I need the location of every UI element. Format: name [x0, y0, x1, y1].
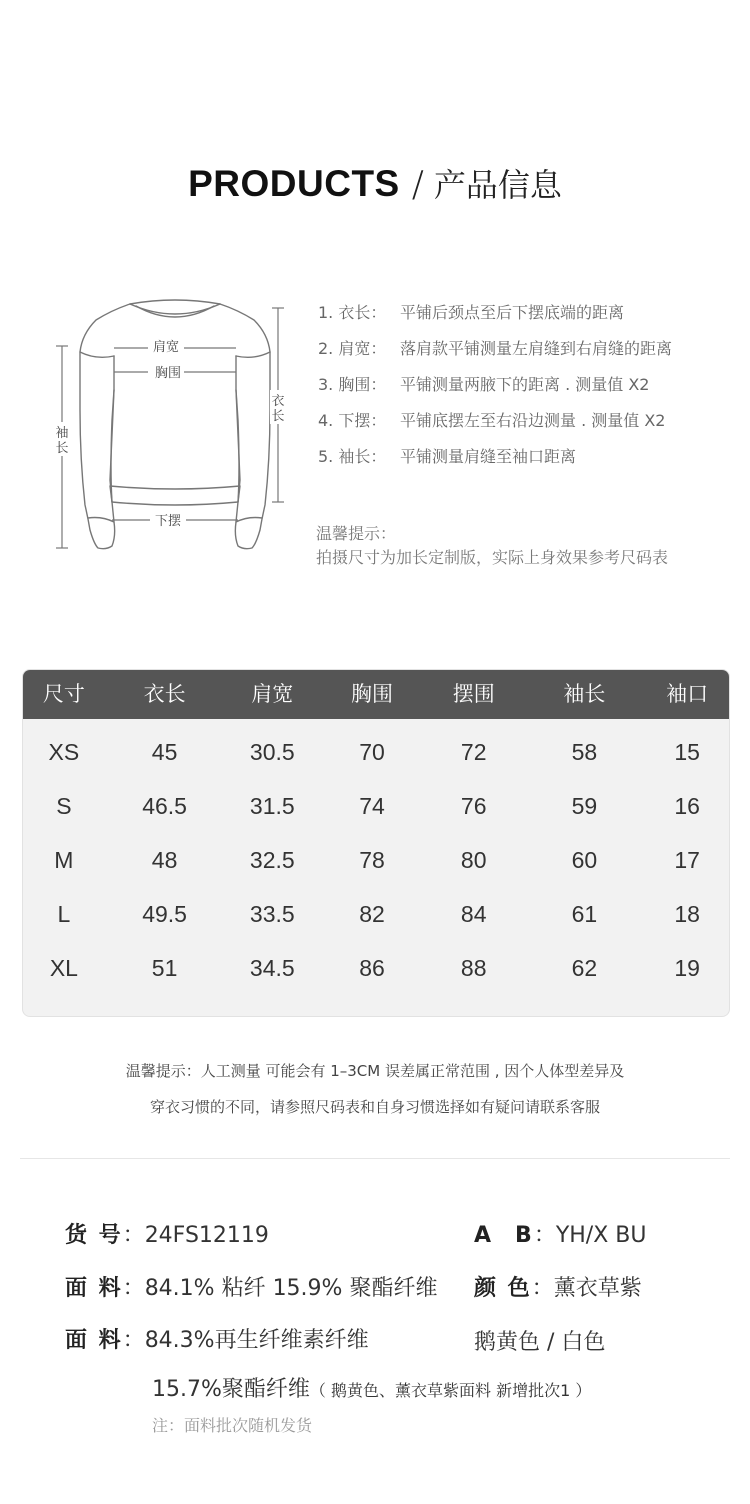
table-cell: 88: [460, 955, 487, 981]
table-cell: 86: [359, 955, 385, 981]
label-length-2: 长: [271, 409, 285, 424]
ab-label-a: A: [474, 1223, 494, 1248]
table-cell: 51: [151, 955, 178, 981]
table-row: [23, 887, 729, 941]
table-cell: 84: [460, 901, 487, 927]
fabric2-label: 面 料: [65, 1328, 123, 1353]
color-value-2: 鹅黄色 / 白色: [474, 1330, 606, 1355]
table-row: [23, 779, 729, 833]
header-cell: 肩宽: [251, 682, 294, 706]
table-cell: 33.5: [249, 901, 295, 927]
table-cell: 61: [571, 901, 598, 927]
table-cell: 19: [674, 955, 700, 981]
header-cell: 胸围: [351, 682, 393, 706]
sku-row: 货 号：24FS12119: [65, 1223, 269, 1248]
label-hem: 下摆: [154, 514, 182, 529]
table-cell: 60: [571, 847, 598, 873]
table-cell: 45: [151, 739, 178, 765]
table-cell: S: [56, 793, 72, 819]
fabric-row-1: 面 料：84.1% 粘纤 15.9% 聚酯纤维: [65, 1276, 438, 1301]
color-row: 颜 色：薰衣草紫: [474, 1276, 642, 1301]
sku-value: 24FS12119: [144, 1223, 269, 1248]
measure-item: 5. 袖长： 平铺测量肩缝至袖口距离: [318, 447, 577, 466]
table-cell: XS: [48, 739, 80, 765]
table-cell: 34.5: [249, 955, 295, 981]
table-cell: 70: [359, 739, 385, 765]
table-cell: M: [54, 847, 74, 873]
label-shoulder: 肩宽: [152, 340, 180, 355]
label-chest: 胸围: [154, 366, 182, 381]
notice-line-1: 温馨提示：人工测量 可能会有 1–3CM 误差属正常范围 , 因个人体型差异及: [125, 1062, 625, 1080]
measure-item: 4. 下摆： 平铺底摆左至右沿边测量 . 测量值 X2: [318, 411, 666, 430]
table-cell: 30.5: [249, 739, 295, 765]
page-title: [0, 160, 750, 206]
table-cell: 46.5: [142, 793, 187, 819]
header-cell: 衣长: [143, 682, 186, 706]
measure-item: 2. 肩宽： 落肩款平铺测量左肩缝到右肩缝的距离: [318, 339, 673, 358]
header-cell: 尺寸: [42, 682, 85, 706]
size-table: [22, 669, 730, 1017]
ab-row: A B：YH/X BU: [474, 1223, 647, 1248]
measurement-guide: [318, 302, 738, 482]
notice-line-2: 穿衣习惯的不同，请参照尺码表和自身习惯选择如有疑问请联系客服: [149, 1098, 600, 1116]
table-cell: 74: [359, 793, 385, 819]
fabric-note: 注：面料批次随机发货: [152, 1416, 313, 1435]
sku-label: 货 号: [65, 1223, 123, 1248]
table-row: [23, 725, 729, 779]
table-cell: 32.5: [249, 847, 295, 873]
table-cell: 76: [460, 793, 487, 819]
title-cn: 产品信息: [433, 166, 562, 204]
color-label: 颜 色: [474, 1276, 532, 1301]
table-row: [23, 833, 729, 887]
table-cell: 62: [571, 955, 598, 981]
table-cell: 72: [460, 739, 487, 765]
header-cell: 袖长: [563, 682, 606, 706]
fabric2-line2: 15.7%聚酯纤维: [152, 1377, 310, 1402]
measure-item: 3. 胸围： 平铺测量两腋下的距离 . 测量值 X2: [318, 375, 650, 394]
table-cell: 78: [359, 847, 385, 873]
table-cell: 15: [674, 739, 700, 765]
table-cell: 48: [151, 847, 178, 873]
fabric-row-2: 面 料：84.3%再生纤维素纤维: [65, 1328, 369, 1353]
table-row: [23, 941, 729, 995]
photo-tip: 温馨提示： 拍摄尺寸为加长定制版，实际上身效果参考尺码表: [316, 524, 669, 567]
title-separator: /: [411, 164, 424, 205]
fabric1-value: 84.1% 粘纤 15.9% 聚酯纤维: [144, 1276, 438, 1301]
divider: [20, 1158, 730, 1159]
table-cell: XL: [49, 955, 78, 981]
table-cell: L: [57, 901, 71, 927]
table-cell: 17: [674, 847, 700, 873]
size-table-header: [23, 670, 729, 719]
table-cell: 82: [359, 901, 385, 927]
ab-value: YH/X BU: [555, 1223, 647, 1248]
fabric2-value: 84.3%再生纤维素纤维: [144, 1328, 369, 1353]
label-sleeve-1: 袖: [55, 426, 69, 441]
table-cell: 58: [571, 739, 598, 765]
measure-item: 1. 衣长： 平铺后颈点至后下摆底端的距离: [318, 303, 625, 322]
color-value: 薰衣草紫: [553, 1276, 642, 1301]
label-sleeve-2: 长: [55, 441, 69, 456]
table-cell: 31.5: [249, 793, 295, 819]
table-cell: 16: [674, 793, 700, 819]
table-cell: 59: [571, 793, 598, 819]
header-cell: 摆围: [452, 682, 495, 706]
sweater-illustration-icon: [50, 290, 300, 560]
fabric2-line2-row: [152, 1372, 591, 1403]
table-cell: 49.5: [142, 901, 187, 927]
fabric2-note: （ 鹅黄色、薰衣草紫面料 新增批次1 ）: [309, 1381, 592, 1400]
ab-label-b: B: [515, 1223, 534, 1248]
fabric1-label: 面 料: [65, 1276, 123, 1301]
table-cell: 80: [460, 847, 487, 873]
size-table-body: [23, 719, 729, 995]
table-cell: 18: [674, 901, 700, 927]
sweater-diagram: [50, 290, 300, 560]
title-en: PRODUCTS: [188, 163, 400, 204]
label-length-1: 衣: [271, 394, 285, 409]
header-cell: 袖口: [666, 682, 709, 706]
